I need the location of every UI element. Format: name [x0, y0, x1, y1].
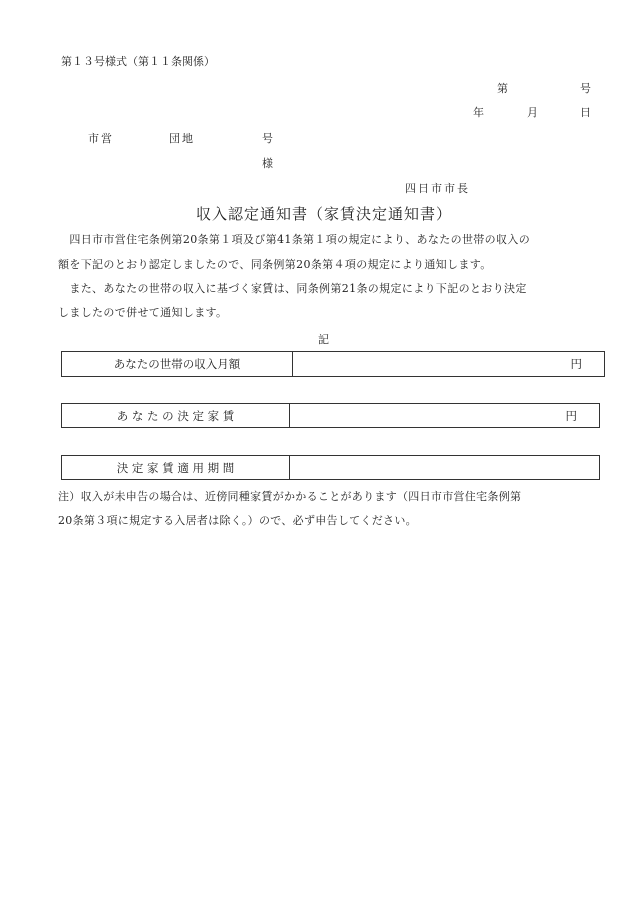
- ki-heading: 記: [318, 333, 329, 346]
- income-amount-field[interactable]: [293, 352, 604, 376]
- decided-rent-unit: 円: [565, 408, 577, 423]
- income-amount-row: [61, 351, 605, 377]
- issuer-name: 四日市市長: [405, 182, 470, 195]
- decided-rent-row: [61, 403, 600, 428]
- body-paragraph-2-line-1: また、あなたの世帯の収入に基づく家賃は、同条例第21条の規定により下記のとおり決定: [58, 282, 527, 295]
- recipient-honorific: 様: [262, 157, 273, 170]
- note-line-1: 注）収入が未申告の場合は、近傍同種家賃がかかることがあります（四日市市営住宅条例第: [58, 490, 522, 503]
- body-paragraph-1-line-1: 四日市市営住宅条例第20条第１項及び第41条第１項の規定により、あなたの世帯の収入の: [58, 233, 531, 246]
- date-day: 日: [580, 106, 591, 119]
- date-month: 月: [527, 106, 538, 119]
- income-amount-label: あなたの世帯の収入月額: [62, 352, 293, 376]
- doc-no-suffix: 号: [580, 82, 591, 95]
- note-line-2: 20条第３項に規定する入居者は除く。）ので、必ず申告してください。: [58, 514, 417, 527]
- address-danchi: 団地: [169, 132, 195, 145]
- document-title: 収入認定通知書（家賃決定通知書）: [196, 205, 453, 223]
- date-year: 年: [473, 106, 484, 119]
- rent-period-row: [61, 455, 600, 480]
- rent-period-label: 決 定 家 賃 適 用 期 間: [62, 456, 290, 479]
- body-paragraph-2-line-2: しましたので併せて通知します。: [58, 306, 228, 319]
- body-paragraph-1-line-2: 額を下記のとおり認定しましたので、同条例第20条第４項の規定により通知します。: [58, 258, 492, 271]
- address-city: 市営: [88, 132, 114, 145]
- rent-period-field[interactable]: [290, 456, 599, 479]
- decided-rent-field[interactable]: [290, 404, 599, 427]
- doc-no-prefix: 第: [497, 82, 508, 95]
- decided-rent-label: あ な た の 決 定 家 賃: [62, 404, 290, 427]
- address-go: 号: [262, 132, 273, 145]
- income-amount-unit: 円: [570, 357, 582, 371]
- form-number: 第１３号様式（第１１条関係）: [61, 55, 215, 68]
